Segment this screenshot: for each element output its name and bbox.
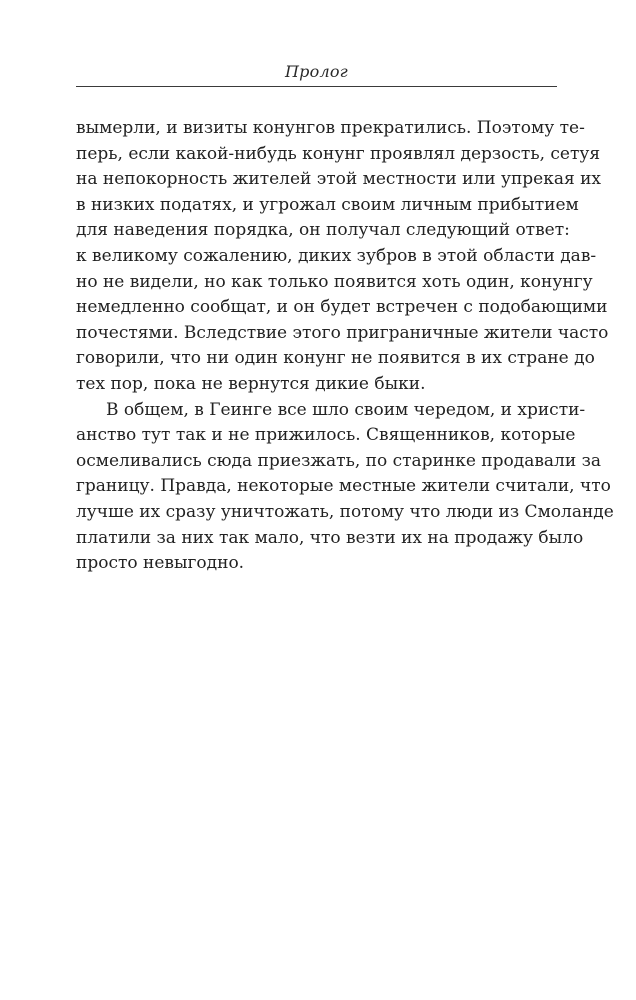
text-line: немедленно сообщат, и он будет встречен с подобающими (76, 297, 608, 318)
text-line: В общем, в Геинге все шло своим чередом, и христи- (106, 399, 586, 420)
text-line: вымерли, и визиты конунгов прекратились. Поэтому те- (76, 118, 585, 138)
text-line: платили за них так мало, что везти их на продажу было (76, 527, 584, 548)
text-line: осмеливались сюда приезжать, по старинке продавали за (76, 450, 601, 471)
body-text (76, 116, 614, 577)
paragraph-2 (76, 398, 614, 577)
text-line: тех пор, пока не вернутся дикие быки. (76, 373, 426, 394)
text-line: в низких податях, и угрожал своим личным прибытием (76, 194, 579, 215)
text-line: просто невыгодно. (76, 553, 245, 574)
text-line: анство тут так и не прижилось. Священников, которые (76, 425, 576, 446)
running-head-title: Пролог (285, 62, 348, 81)
text-line: почестями. Вследствие этого приграничные жители часто (76, 322, 609, 343)
text-line: границу. Правда, некоторые местные жители считали, что (76, 476, 611, 497)
header-rule (76, 86, 557, 87)
text-line: на непокорность жителей этой местности или упрекая их (76, 169, 602, 190)
text-line: говорили, что ни один конунг не появится в их стране до (76, 348, 595, 369)
text-line: к великому сожалению, диких зубров в этой области дав- (76, 245, 597, 266)
text-line: для наведения порядка, он получал следующий ответ: (76, 220, 570, 241)
paragraph-1 (76, 116, 609, 398)
text-line: лучше их сразу уничтожать, потому что люди из Смоланде (76, 501, 614, 522)
text-line: но не видели, но как только появится хоть один, конунгу (76, 271, 593, 292)
text-line: перь, если какой-нибудь конунг проявлял дерзость, сетуя (76, 143, 601, 164)
